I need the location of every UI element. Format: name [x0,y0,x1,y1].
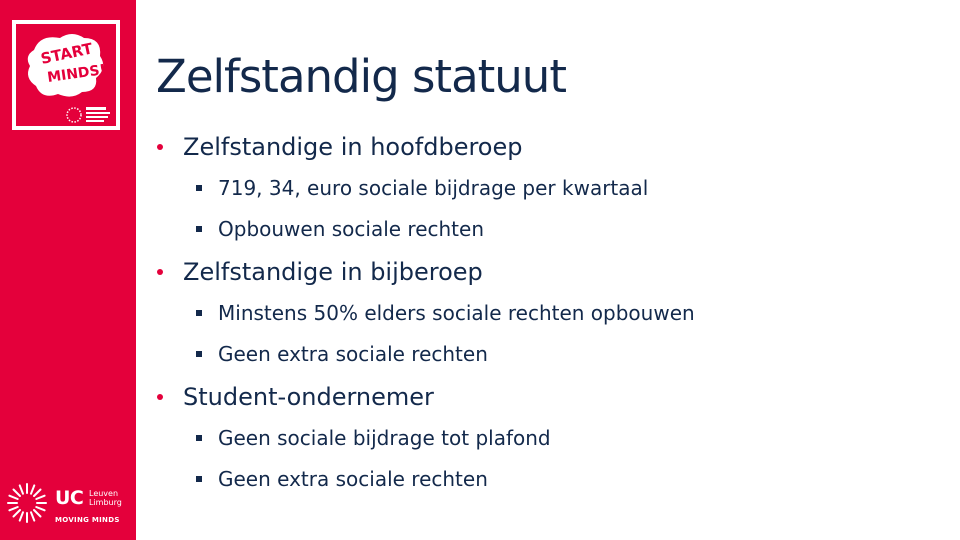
sub-bullet-1-2 [156,216,936,242]
ucll-sunburst-icon [4,480,50,526]
sub-bullet-2-2-text: Geen extra sociale rechten [218,342,488,366]
sub-bullet-2-2 [156,341,936,367]
square-bullet-icon [196,185,202,191]
sub-bullet-3-2 [156,466,936,492]
svg-text:MINDS!: MINDS! [46,61,107,86]
square-bullet-icon [196,435,202,441]
bullet-dot-icon [157,394,163,400]
sub-bullet-3-1 [156,425,936,451]
bullet-dot-icon [157,269,163,275]
svg-text:START: START [39,39,95,68]
slide-title: Zelfstandig statuut [156,50,566,103]
square-bullet-icon [196,310,202,316]
sidebar [0,0,136,540]
bullet-1-text: Zelfstandige in hoofdberoep [183,133,523,161]
bullet-dot-icon [157,144,163,150]
square-bullet-icon [196,226,202,232]
sub-bullet-2-1-text: Minstens 50% elders sociale rechten opbouwen [218,301,695,325]
bullet-3-text: Student-ondernemer [183,383,434,411]
ucll-name-line1: Leuven [89,489,119,498]
sub-bullet-3-2-text: Geen extra sociale rechten [218,467,488,491]
start-minds-logo-icon [12,20,120,130]
sub-bullet-3-1-text: Geen sociale bijdrage tot plafond [218,426,551,450]
square-bullet-icon [196,351,202,357]
ucll-uc-wordmark: UC [55,487,84,509]
ucll-name [89,489,122,507]
square-bullet-icon [196,476,202,482]
sub-bullet-2-1 [156,300,936,326]
ucll-tagline: MOVING MINDS [55,516,120,524]
bullet-2 [156,257,936,287]
start-minds-logo [12,20,120,130]
sub-bullet-1-2-text: Opbouwen sociale rechten [218,217,485,241]
sub-bullet-1-1 [156,175,936,201]
bullet-1 [156,132,936,162]
ucll-name-line2: Limburg [89,498,122,507]
sub-bullet-1-1-text: 719, 34, euro sociale bijdrage per kwartaal [218,176,649,200]
bullet-2-text: Zelfstandige in bijberoep [183,258,483,286]
bullet-list [156,132,936,492]
bullet-3 [156,382,936,412]
